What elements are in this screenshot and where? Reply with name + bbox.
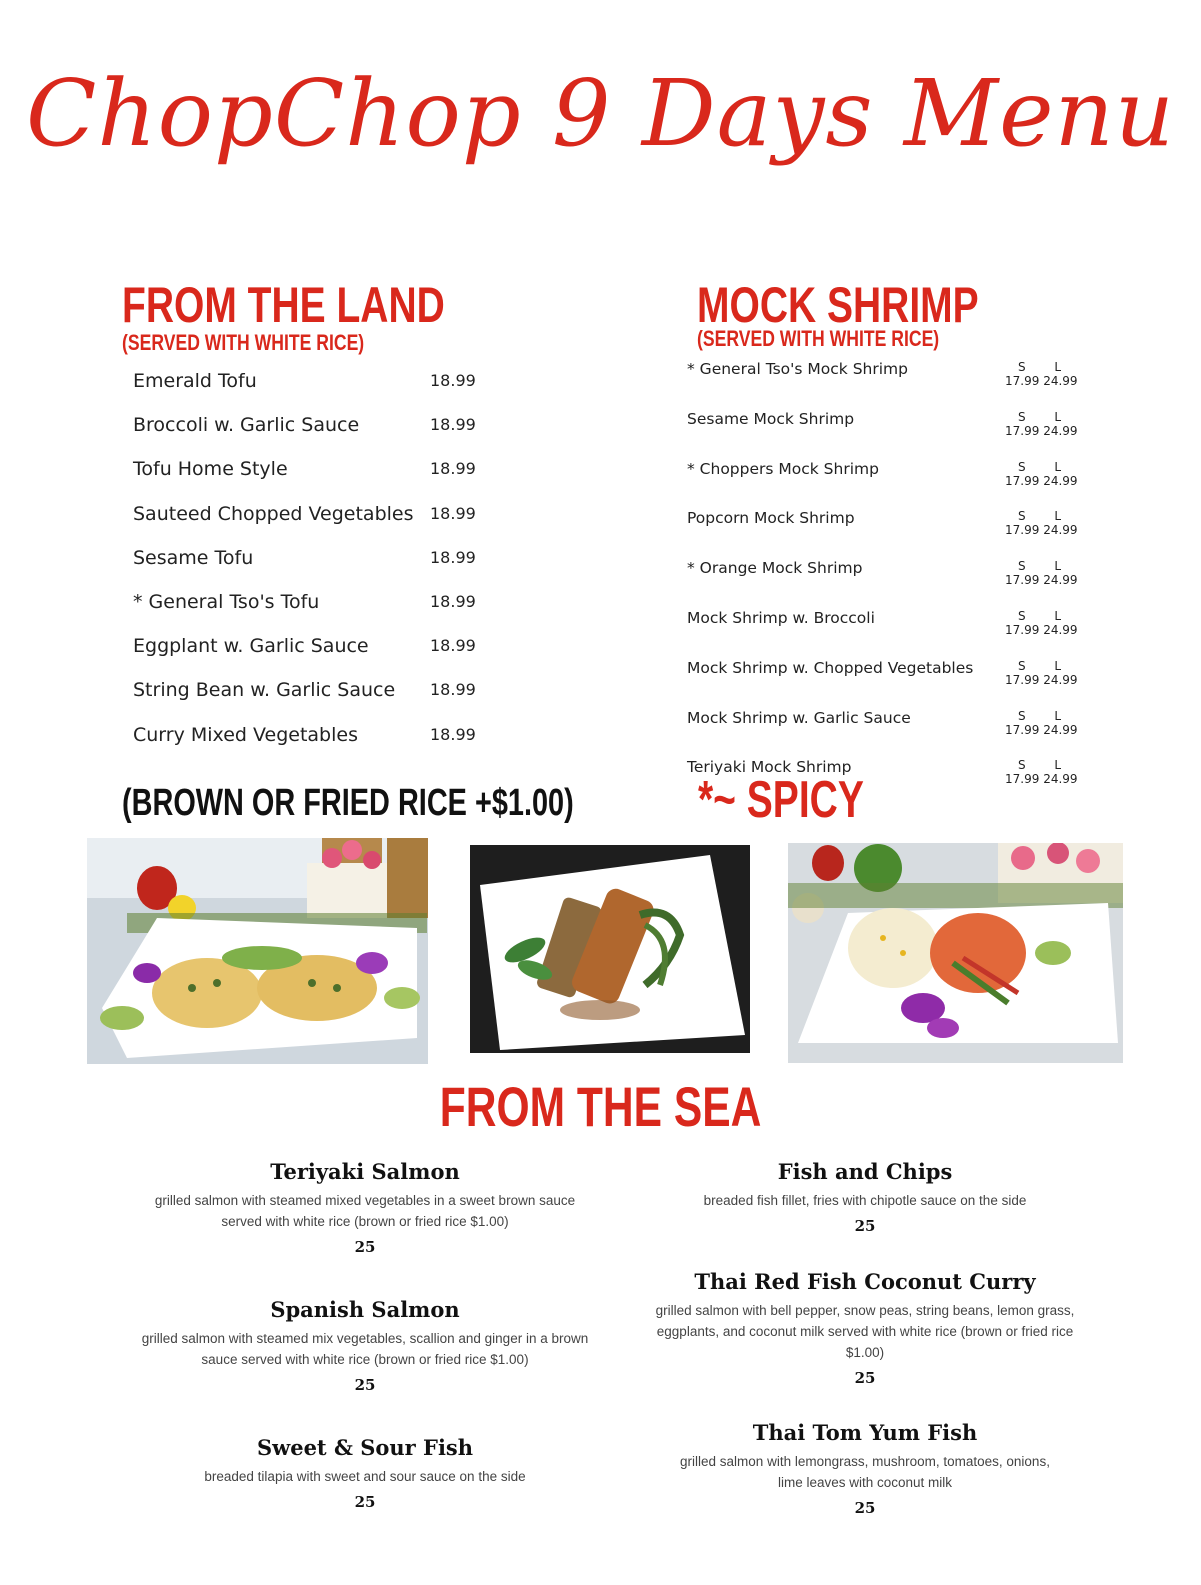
item-name: Emerald Tofu [133, 370, 257, 392]
list-item [133, 724, 493, 768]
size-small-label: S [1018, 708, 1026, 723]
shrimp-heading: MOCK SHRIMP [697, 277, 979, 333]
dish-description: breaded fish fillet, fries with chipotle sauce on the side [703, 1193, 1027, 1208]
dish-name: Thai Tom Yum Fish [752, 1420, 978, 1445]
item-name: * Choppers Mock Shrimp [687, 459, 879, 478]
price-large: 24.99 [1043, 523, 1078, 538]
sea-heading-wrap [0, 1074, 1201, 1139]
item-name: Popcorn Mock Shrimp [687, 509, 855, 528]
item-price: 18.99 [430, 636, 476, 656]
item-name: Teriyaki Mock Shrimp [687, 758, 852, 777]
item-price: 18.99 [430, 680, 476, 700]
size-small-label: S [1018, 758, 1026, 773]
dish-name: Sweet & Sour Fish [256, 1435, 474, 1460]
dish-price: 25 [354, 1376, 376, 1394]
price-small: 17.99 [1005, 672, 1040, 687]
size-small-label: S [1018, 360, 1026, 374]
dish-price: 25 [854, 1499, 876, 1517]
price-small: 17.99 [1005, 722, 1040, 737]
size-small-label: S [1018, 509, 1026, 524]
price-large: 24.99 [1043, 573, 1078, 588]
price-large: 24.99 [1043, 722, 1078, 737]
price-small: 17.99 [1005, 772, 1040, 787]
size-small-label: S [1018, 409, 1026, 424]
list-item [687, 709, 1087, 759]
list-item [133, 679, 493, 723]
list-item [687, 559, 1087, 609]
dish-spanish-salmon [135, 1297, 595, 1394]
price-large: 24.99 [1043, 772, 1078, 787]
spicy-legend: *~ SPICY [698, 771, 864, 829]
dish-thai-tom-yum-fish [650, 1420, 1080, 1517]
item-name: * General Tso's Tofu [133, 590, 320, 613]
price-small: 17.99 [1005, 374, 1040, 388]
item-name: Eggplant w. Garlic Sauce [133, 635, 369, 658]
size-small-label: S [1018, 459, 1026, 474]
item-name: Broccoli w. Garlic Sauce [133, 414, 360, 437]
dish-teriyaki-salmon [135, 1159, 595, 1256]
dish-price: 25 [854, 1217, 876, 1235]
price-large: 24.99 [1043, 622, 1078, 637]
list-item [133, 370, 493, 414]
price-small: 17.99 [1005, 423, 1040, 438]
list-item [687, 410, 1087, 460]
land-subheading: (SERVED WITH WHITE RICE) [122, 330, 365, 355]
price-small: 17.99 [1005, 473, 1040, 488]
size-large-label: L [1054, 509, 1061, 524]
item-name: Mock Shrimp w. Chopped Vegetables [687, 658, 974, 677]
list-item [133, 503, 493, 547]
dish-price: 25 [354, 1493, 376, 1511]
size-small-label: S [1018, 608, 1026, 623]
size-large-label: L [1054, 758, 1061, 773]
dish-description: grilled salmon with steamed mixed vegetables in a sweet brown sauce served with white rice (brown or fried rice $1.00) [154, 1193, 576, 1229]
dish-name: Teriyaki Salmon [270, 1159, 460, 1184]
dish-thai-red-fish-curry [650, 1269, 1080, 1387]
item-price: 18.99 [430, 371, 476, 390]
dish-price: 25 [854, 1369, 876, 1387]
size-large-label: L [1054, 360, 1061, 374]
dish-description: grilled salmon with lemongrass, mushroom, tomatoes, onions, lime leaves with coconut milk [680, 1454, 1050, 1490]
list-item [133, 414, 493, 458]
item-name: Mock Shrimp w. Broccoli [687, 608, 875, 627]
item-name: * Orange Mock Shrimp [687, 559, 863, 578]
price-large: 24.99 [1043, 423, 1078, 438]
dish-name: Fish and Chips [777, 1159, 953, 1184]
dish-description: grilled salmon with bell pepper, snow peas, string beans, lemon grass, eggplants, and coconut milk served with white rice (brown or fried rice $1.00) [655, 1303, 1075, 1360]
photo-fish-fillet [87, 838, 428, 1064]
list-item [133, 547, 493, 591]
item-price: 18.99 [430, 459, 476, 479]
rice-upgrade-note: (BROWN OR FRIED RICE +$1.00) [122, 782, 574, 824]
dish-sweet-sour-fish [135, 1435, 595, 1511]
item-name: Sesame Tofu [133, 546, 254, 569]
list-item [687, 659, 1087, 709]
item-name: String Bean w. Garlic Sauce [133, 679, 396, 702]
size-large-label: L [1054, 559, 1061, 574]
price-small: 17.99 [1005, 622, 1040, 637]
size-large-label: L [1054, 608, 1061, 623]
price-large: 24.99 [1043, 473, 1078, 488]
land-heading: FROM THE LAND [122, 277, 445, 333]
dish-price: 25 [354, 1238, 376, 1256]
price-large: 24.99 [1043, 374, 1078, 388]
photo-grilled-salmon [470, 845, 750, 1053]
item-name: Sesame Mock Shrimp [687, 409, 855, 428]
dish-description: grilled salmon with steamed mix vegetables, scallion and ginger in a brown sauce served with white rice (brown or fried rice $1.00) [141, 1331, 589, 1367]
size-large-label: L [1054, 409, 1061, 424]
list-item [687, 460, 1087, 510]
dish-description: breaded tilapia with sweet and sour sauce on the side [204, 1469, 526, 1484]
list-item [687, 509, 1087, 559]
dish-fish-and-chips [650, 1159, 1080, 1235]
item-price: 18.99 [430, 547, 476, 567]
list-item [687, 609, 1087, 659]
item-price: 18.99 [430, 503, 476, 523]
item-name: Tofu Home Style [133, 458, 288, 481]
shrimp-list [687, 360, 1087, 808]
photo-salmon-rice [788, 843, 1123, 1063]
price-small: 17.99 [1005, 523, 1040, 538]
list-item [687, 360, 1087, 410]
size-large-label: L [1054, 708, 1061, 723]
list-item [133, 458, 493, 502]
price-large: 24.99 [1043, 672, 1078, 687]
dish-name: Thai Red Fish Coconut Curry [694, 1269, 1036, 1294]
size-small-label: S [1018, 559, 1026, 574]
item-price: 18.99 [430, 591, 476, 611]
list-item [133, 635, 493, 679]
item-name: Mock Shrimp w. Garlic Sauce [687, 708, 911, 727]
dish-name: Spanish Salmon [270, 1297, 460, 1322]
item-name: Sauteed Chopped Vegetables [133, 502, 414, 525]
land-list [133, 370, 493, 768]
item-price: 18.99 [430, 415, 476, 435]
list-item [133, 591, 493, 635]
size-large-label: L [1054, 459, 1061, 474]
item-name: * General Tso's Mock Shrimp [687, 360, 908, 378]
size-large-label: L [1054, 658, 1061, 673]
price-small: 17.99 [1005, 573, 1040, 588]
item-name: Curry Mixed Vegetables [133, 723, 358, 746]
item-price: 18.99 [430, 724, 476, 744]
size-small-label: S [1018, 658, 1026, 673]
sea-heading: FROM THE SEA [439, 1075, 762, 1138]
shrimp-subheading: (SERVED WITH WHITE RICE) [697, 326, 940, 351]
menu-title: ChopChop 9 Days Menu [25, 60, 1176, 167]
